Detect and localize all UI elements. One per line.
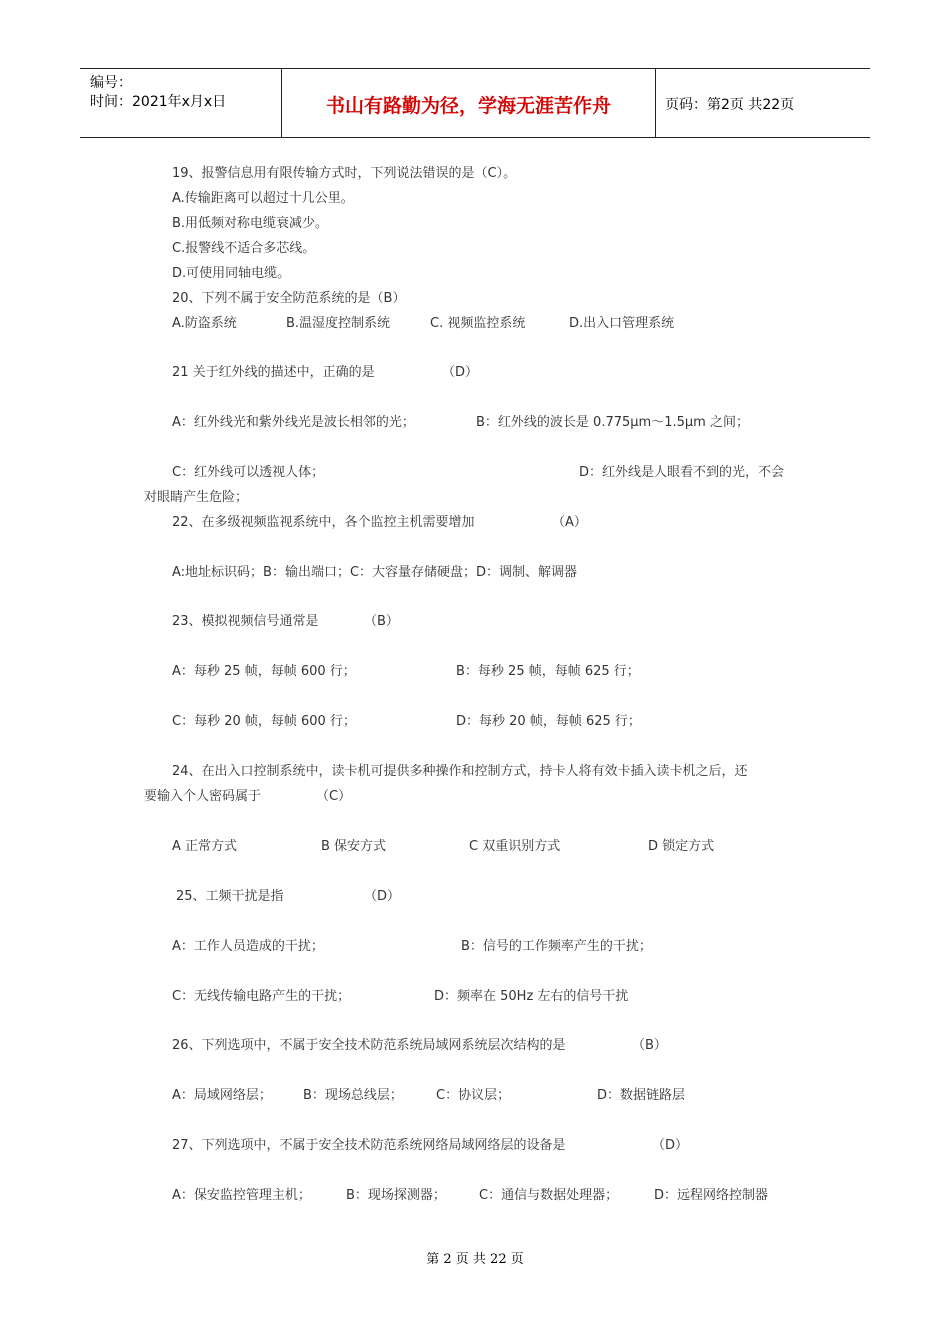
option-c: C：红外线可以透视人体； bbox=[172, 465, 325, 480]
header-motto: 书山有路勤为径，学海无涯苦作舟 bbox=[325, 95, 611, 117]
option-d: D.可使用同轴电缆。 bbox=[172, 266, 291, 281]
answer: （B） bbox=[632, 1038, 667, 1053]
option-c: C.报警线不适合多芯线。 bbox=[172, 241, 316, 256]
question-text: 19、报警信息用有限传输方式时，下列说法错误的是（C）。 bbox=[172, 166, 517, 181]
answer: （D） bbox=[652, 1138, 689, 1153]
answer: （D） bbox=[364, 889, 401, 904]
answer: （B） bbox=[364, 614, 399, 629]
question-text: 26、下列选项中，不属于安全技术防范系统局域网系统层次结构的是 bbox=[172, 1038, 566, 1053]
option-c: C 双重识别方式 bbox=[469, 839, 561, 854]
question-text: 24、在出入口控制系统中，读卡机可提供多种操作和控制方式，持卡人将有效卡插入读卡机之后，还 bbox=[172, 764, 748, 779]
option-b: B：现场探测器； bbox=[346, 1188, 446, 1203]
option-a: A.防盗系统 bbox=[172, 316, 237, 331]
option-d: D：数据链路层 bbox=[597, 1088, 686, 1103]
option-b: B：现场总线层； bbox=[303, 1088, 403, 1103]
page-footer: 第 2 页 共 22 页 bbox=[426, 1252, 524, 1267]
option-a: A：红外线光和紫外线光是波长相邻的光； bbox=[172, 415, 415, 430]
option-c: C. 视频监控系统 bbox=[430, 316, 526, 331]
option-d: D：红外线是人眼看不到的光，不会 bbox=[579, 465, 785, 480]
option-b: B 保安方式 bbox=[321, 839, 387, 854]
option-c: C：通信与数据处理器； bbox=[479, 1188, 619, 1203]
option-d: D：频率在 50Hz 左右的信号干扰 bbox=[434, 989, 629, 1004]
header-divider-right bbox=[655, 69, 656, 137]
option-d: D 锁定方式 bbox=[648, 839, 715, 854]
question-text: 27、下列选项中，不属于安全技术防范系统网络局域网络层的设备是 bbox=[172, 1138, 566, 1153]
doc-number-label: 编号： bbox=[90, 75, 132, 91]
option-b: B：红外线的波长是 0.775μm～1.5μm 之间； bbox=[476, 415, 749, 430]
question-text: 25、工频干扰是指 bbox=[176, 889, 284, 904]
answer: （A） bbox=[552, 515, 587, 530]
question-text-continued: 要输入个人密码属于 bbox=[144, 789, 262, 804]
option-a: A：保安监控管理主机； bbox=[172, 1188, 311, 1203]
option-a: A：局域网络层； bbox=[172, 1088, 272, 1103]
option-c: C：协议层； bbox=[436, 1088, 511, 1103]
header-page-info: 页码：第2页 共22页 bbox=[665, 97, 795, 113]
option-c: C：无线传输电路产生的干扰； bbox=[172, 989, 351, 1004]
option-d: D.出入口管理系统 bbox=[569, 316, 675, 331]
option-a: A：每秒 25 帧，每帧 600 行； bbox=[172, 664, 356, 679]
option-d-continued: 对眼睛产生危险； bbox=[144, 490, 249, 505]
question-text: 23、模拟视频信号通常是 bbox=[172, 614, 319, 629]
option-d: D：每秒 20 帧，每帧 625 行； bbox=[456, 714, 641, 729]
option-b: B：信号的工作频率产生的干扰； bbox=[461, 939, 652, 954]
option-a: A：工作人员造成的干扰； bbox=[172, 939, 324, 954]
question-text: 21 关于红外线的描述中，正确的是 bbox=[172, 365, 375, 380]
option-b: B：每秒 25 帧，每帧 625 行； bbox=[456, 664, 640, 679]
option-b: B.用低频对称电缆衰减少。 bbox=[172, 216, 329, 231]
question-text: 20、下列不属于安全防范系统的是（B） bbox=[172, 291, 406, 306]
doc-date-label: 时间：2021年x月x日 bbox=[90, 94, 227, 110]
option-a: A 正常方式 bbox=[172, 839, 238, 854]
options: A:地址标识码；B：输出端口；C：大容量存储硬盘；D：调制、解调器 bbox=[172, 565, 578, 580]
option-b: B.温湿度控制系统 bbox=[286, 316, 391, 331]
option-a: A.传输距离可以超过十几公里。 bbox=[172, 191, 354, 206]
answer: （C） bbox=[316, 789, 352, 804]
question-text: 22、在多级视频监视系统中，各个监控主机需要增加 bbox=[172, 515, 475, 530]
option-c: C：每秒 20 帧，每帧 600 行； bbox=[172, 714, 356, 729]
option-d: D：远程网络控制器 bbox=[654, 1188, 769, 1203]
answer: （D） bbox=[442, 365, 479, 380]
page-header bbox=[80, 68, 870, 138]
